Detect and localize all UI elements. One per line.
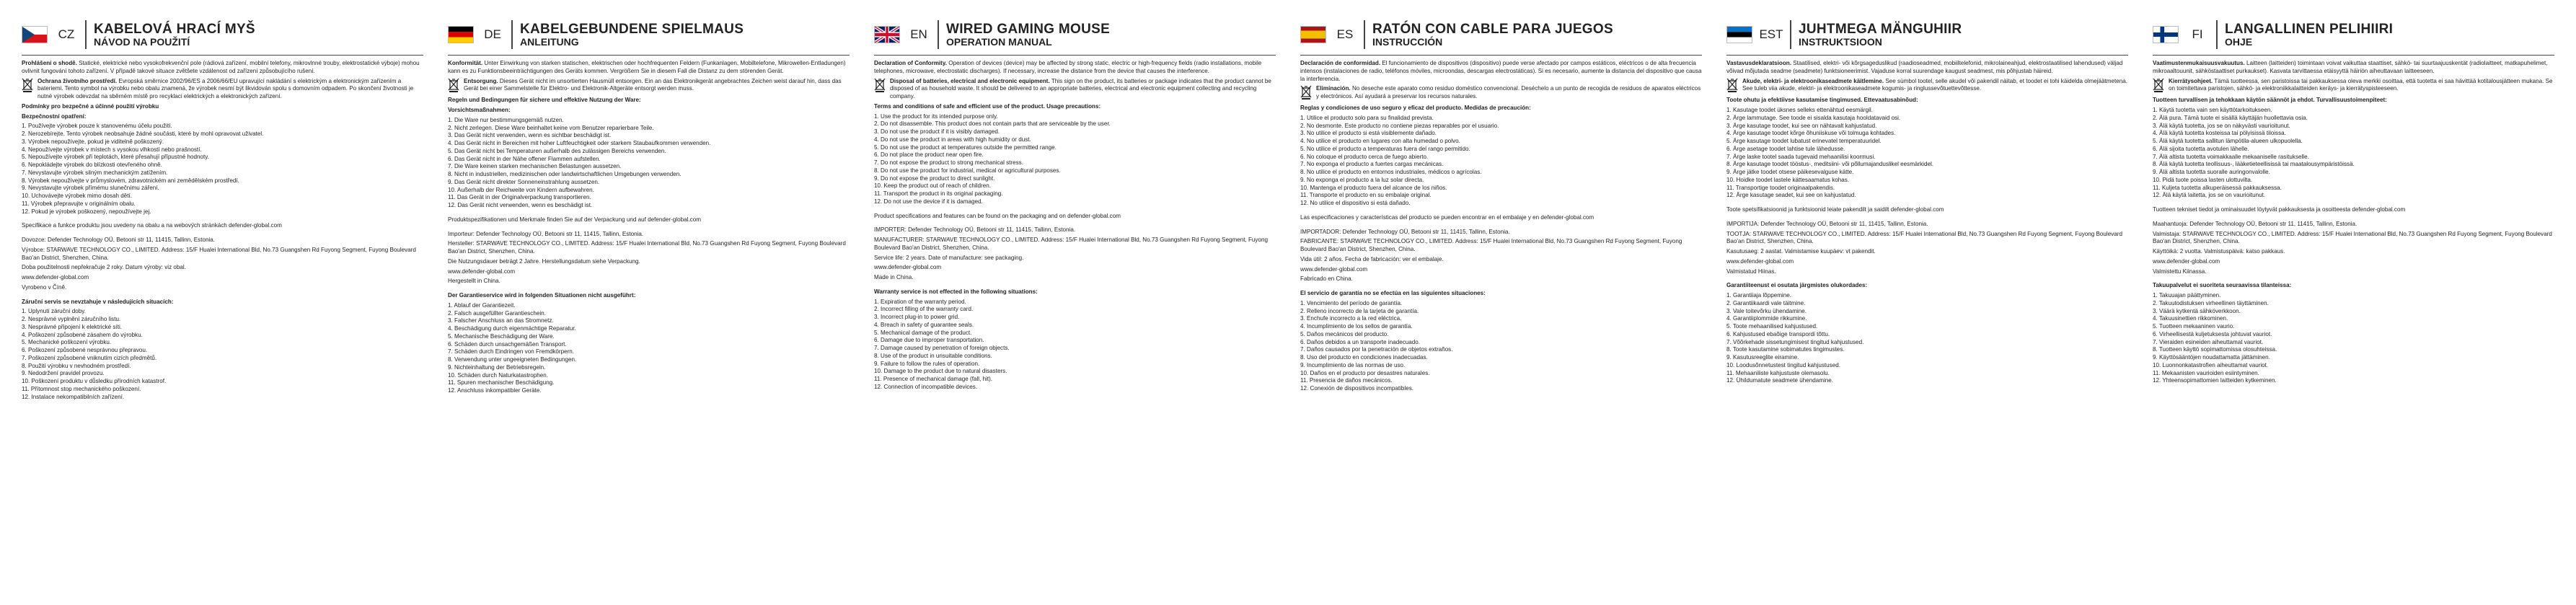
warranty-exclusion: 8. Toote kasutamine sobimatutes tingimustes. [1726,346,1845,353]
manufacturer-info: Valmistaja: STARWAVE TECHNOLOGY CO., LIMITED. Address: 15/F Hualei International Bld, No.73 Guangshen Rd Fuyong Segment, Fuyong Boulevard Bao'an District, Shenzhen, China. [2153,230,2552,245]
website: www.defender-global.com [1300,265,1368,273]
column-body [874,60,1276,394]
warranty-exclusion: 10. Daños en el producto por desastres naturales. [1300,369,1430,376]
rules-heading: Regeln und Bedingungen für sichere und effektive Nutzung der Ware: [448,97,641,104]
specs-note: Las especificaciones y características del producto se pueden encontrar en el embalaje y en defender-global.com [1300,213,1594,221]
warranty-exclusion: 2. Relleno incorrecto de la tarjeta de garantía. [1300,307,1419,314]
safety-rule: 11. Das Gerät in der Originalverpackung transportieren. [448,194,591,201]
safety-rule: 8. Älä käytä tuotetta teollisuus-, lääketieteellisissä tai maatalousympäristöissä. [2153,161,2355,168]
column-header [22,14,423,56]
safety-rule: 1. Use the product for its intended purpose only. [874,112,998,120]
safety-rule: 1. Die Ware nur bestimmungsgemäß nutzen. [448,116,564,123]
service-life: Die Nutzungsdauer beträgt 2 Jahre. Herstellungsdatum siehe Verpackung. [448,257,640,265]
disposal-heading: Disposal of batteries, electrical and electronic equipment. [890,77,1050,84]
safety-rule: 11. Výrobek přepravujte v originálním obalu. [22,200,136,207]
conformity-text: Statické, elektrické nebo vysokofrekvenční pole (rádiová zařízení, mobilní telefony, mikrovlnné trouby, elektrostatické výboje) mohou ovlivnit fungování tohoto zařízení. V případě takové situace zvětšete vzdálenost od zařízení způsobujícího rušení. [22,60,420,74]
safety-rule: 1. Käytä tuotetta vain sen käyttötarkoitukseen. [2153,107,2272,113]
warranty-exclusion: 3. Falscher Anschluss an das Stromnetz. [448,317,554,324]
safety-rule: 6. No coloque el producto cerca de fuego abierto. [1300,153,1429,160]
safety-rule: 7. Nevystavujte výrobek silným mechanickým zatížením. [22,169,168,176]
uk-flag-icon [874,26,900,43]
warranty-exclusion: 10. Loodusõnnetustest tingitud kahjustused. [1726,361,1840,368]
product-title: KABELGEBUNDENE SPIELMAUS [520,21,744,37]
column-header [2153,14,2554,56]
service-life: Vida útil: 2 años. Fecha de fabricación: ver el embalaje. [1300,255,1444,262]
safety-rule: 1. Utilice el producto solo para su finalidad prevista. [1300,114,1434,121]
importer-info: Dovozce: Defender Technology OÜ, Betooni str 11, 11415, Tallinn, Estonia. [22,237,216,243]
safety-rule: 10. Hoidke toodet lastele kättesaamatus kohas. [1726,176,1850,183]
disposal-section [448,78,850,95]
crossed-bin-icon [874,78,886,95]
safety-rule: 12. Das Gerät nicht verwenden, wenn es beschädigt ist. [448,202,593,208]
conformity-heading: Vaatimustenmukaisuusvakuutus. [2153,60,2245,66]
warranty-exclusion: 2. Takuutodistuksen virheellinen täyttäminen. [2153,299,2269,306]
safety-rule: 12. Pokud je výrobek poškozený, nepoužívejte jej. [22,208,151,215]
warranty-exclusion: 5. Toote mehaanilised kahjustused. [1726,323,1818,330]
header-divider [511,20,513,49]
language-code: EN [910,27,927,41]
disposal-text: Tämä tuotteessa, sen paristoissa tai pakkauksessa oleva merkki osoittaa, että tuotetta ei saa hävittää kotitalousjätteen mukana. Se on toimitettava paristojen, sähkö- ja elektroniikkalaitteiden keräys- ja kierrätyspisteeseen. [2169,77,2553,92]
warranty-exclusions-list [2153,292,2554,385]
warranty-exclusion: 7. Schäden durch Eindringen von Fremdkörpern. [448,348,575,356]
product-title: JUHTMEGA MÄNGUHIIR [1799,21,1962,37]
column-body [22,60,423,403]
warranty-exclusion: 2. Garantiikaardi vale täitmine. [1726,299,1806,306]
conformity-heading: Declaración de conformidad. [1300,60,1381,66]
language-code: DE [484,27,501,41]
warranty-exclusion: 6. Kahjustused ebaõige transpordi tõttu. [1726,330,1830,337]
column-body [1726,60,2128,387]
conformity-text: Unter Einwirkung von starken statischen, elektrischen oder hochfrequenten Feldern (Funkanlagen, Mobiltelefone, Mikrowellen-Entladungen) kann es zu Funktionsbeeinträchtigungen des Geräts kommen. Vergrößern Sie in diesem Fall die Distanz zu dem störenden Gerät. [448,60,846,74]
safety-rule: 3. Ärge kasutage toodet, kui see on nähtavalt kahjustatud. [1726,122,1877,129]
website: www.defender-global.com [2153,257,2220,265]
manual-subtitle: OHJE [2225,35,2253,48]
safety-rule: 1. Používejte výrobek pouze k stanovenému účelu použití. [22,123,172,130]
made-in: Fabricado en China. [1300,275,1353,283]
warranty-exclusion: 1. Garantiiaja lõppemine. [1726,292,1791,299]
rules-subheading: Bezpečnostní opatření: [22,112,87,120]
warranty-exclusion: 3. Nesprávné připojení k elektrické síti. [22,323,123,330]
warranty-exclusion: 9. Failure to follow the rules of operation. [874,360,980,367]
warranty-exclusion: 12. Instalace nekompatibilních zařízení. [22,393,125,400]
rules-heading: Terms and conditions of safe and efficient use of the product. Usage precautions: [874,102,1101,110]
header-divider [2216,20,2218,49]
warranty-exclusion: 1. Uplynutí záruční doby. [22,308,86,315]
warranty-exclusion: 7. Daños causados por la penetración de objetos extraños. [1300,346,1453,353]
manufacturer-info: FABRICANTE: STARWAVE TECHNOLOGY CO., LIMITED. Address: 15/F Hualei International Bld, No.73 Guangshen Rd Fuyong Segment, Fuyong Boulevard Bao'an District, Shenzhen, China. [1300,238,1682,252]
rules-subheading: Vorsichtsmaßnahmen: [448,107,511,113]
manual-subtitle: INSTRUKTSIOON [1799,35,1882,48]
disposal-text: See sümbol tootel, selle akudel või pakendil näitab, et toodet ei tohi käidelda olmejäätmetena. See tuleb viia akude, elektri- ja elektroonikaseadmete kogumis- ja ringlussevõtuettevõttesse. [1742,77,2128,92]
safety-rule: 7. Ärge laske tootel saada tugevaid mehaanilisi koormusi. [1726,153,1876,160]
specs-note: Produktspezifikationen und Merkmale finden Sie auf der Verpackung und auf defender-global.com [448,216,701,223]
safety-rule: 4. No utilice el producto en lugares con alta humedad o polvo. [1300,138,1460,144]
disposal-section [1726,78,2128,95]
specs-note: Product specifications and features can be found on the packaging and on defender-global.com [874,212,1121,219]
warranty-exclusions-list [448,302,850,395]
crossed-bin-icon [1726,78,1738,95]
es-flag-icon [1300,26,1326,43]
crossed-bin-icon [1300,85,1312,102]
safety-rule: 7. Do not expose the product to strong mechanical stress. [874,159,1023,166]
website: www.defender-global.com [22,274,89,281]
safety-rule: 9. Das Gerät nicht direkter Sonneneinstrahlung aussetzen. [448,178,600,185]
crossed-bin-icon [2153,78,2164,95]
safety-rule: 2. Ärge lammutage. See toode ei sisalda kasutaja hooldatavaid osi. [1726,114,1901,121]
safety-rule: 12. Älä käytä laitetta, jos se on vaurioitunut. [2153,192,2266,199]
conformity-heading: Konformität. [448,60,483,66]
safety-rule: 6. Älä sijoita tuotetta avotulen lähelle. [2153,145,2249,152]
crossed-bin-icon [22,78,33,95]
conformity-paragraph [22,60,423,76]
product-title: KABELOVÁ HRACÍ MYŠ [94,21,255,37]
header-divider [1790,20,1791,49]
safety-rule: 5. Ärge kasutage toodet lubatust erinevatel temperatuuridel. [1726,138,1882,144]
language-column-cz [22,14,423,598]
conformity-heading: Vastavusdeklaratsioon. [1726,60,1791,66]
warranty-exclusion: 7. Poškození způsobené vniknutím cizích předmětů. [22,354,157,361]
service-life: Kasutusaeg: 2 aastat. Valmistamise kuupäev: vt pakendit. [1726,248,1876,255]
made-in: Made in China. [874,274,914,281]
warranty-exclusion: 1. Vencimiento del período de garantía. [1300,299,1403,306]
warranty-exclusion: 11. Přítomnost stop mechanického poškození. [22,385,141,392]
importer-info: Maahantuoja: Defender Technology OÜ, Betooni str 11, 11415, Tallinn, Estonia. [2153,220,2357,227]
header-divider [85,20,87,49]
warranty-exclusions-list [874,299,1276,392]
safety-rule: 9. No exponga el producto a la luz solar directa. [1300,176,1424,183]
safety-rule: 8. Do not use the product for industrial, medical or agricultural purposes. [874,167,1061,174]
warranty-exclusion: 11. Spuren mechanischer Beschädigung. [448,379,555,387]
warranty-exclusion: 9. Käyttösääntöjen noudattamatta jättäminen. [2153,354,2270,361]
safety-rule: 2. No desmonte. Este producto no contiene piezas reparables por el usuario. [1300,122,1499,129]
safety-rule: 4. Ärge kasutage toodet kõrge õhuniiskuse või tolmuga kohtades. [1726,130,1896,137]
warranty-exclusion: 12. Connection of incompatible devices. [874,383,978,390]
website: www.defender-global.com [874,264,942,271]
warranty-exclusion: 2. Incorrect filling of the warranty card. [874,306,974,313]
warranty-heading: Warranty service is not effected in the following situations: [874,288,1038,295]
cz-flag-icon [22,26,48,43]
made-in: Hergestellt in China. [448,278,500,285]
warranty-exclusion: 4. Beschädigung durch eigenmächtige Reparatur. [448,325,576,332]
column-body [2153,60,2554,387]
safety-rules-list [1726,107,2128,200]
product-title: LANGALLINEN PELIHIIRI [2225,21,2394,37]
specs-note: Specifikace a funkce produktu jsou uvedeny na obalu a na webových stránkách defender-global.com [22,222,282,229]
safety-rule: 7. Die Ware keinen starken mechanischen Belastungen aussetzen. [448,163,622,170]
safety-rule: 10. Pidä tuote poissa lasten ulottuvilta. [2153,176,2253,183]
warranty-exclusion: 9. Incumplimiento de las normas de uso. [1300,361,1406,368]
warranty-exclusion: 9. Nichteinhaltung der Betriebsregeln. [448,363,546,371]
warranty-exclusion: 5. Tuotteen mekaaninen vaurio. [2153,323,2235,330]
warranty-exclusion: 10. Luonnonkatastrofien aiheuttamat vauriot. [2153,361,2269,368]
safety-rule: 11. Transportige toodet originaalpakendis. [1726,184,1835,191]
disposal-heading: Kierrätysohjeet. [2169,77,2213,84]
manual-subtitle: ANLEITUNG [520,35,579,48]
warranty-exclusion: 10. Damage to the product due to natural disasters. [874,368,1007,375]
safety-rules-list [22,123,423,216]
safety-rule: 6. Das Gerät nicht in der Nähe offener Flammen aufstellen. [448,155,601,162]
made-in: Valmistatud Hiinas. [1726,268,1776,275]
safety-rule: 6. Do not place the product near open fire. [874,151,984,159]
crossed-bin-icon [448,78,459,95]
language-column-en [874,14,1276,598]
safety-rule: 2. Nerozebírejte. Tento výrobek neobsahuje žádné součásti, které by mohl opravovat uživatel. [22,131,264,137]
warranty-exclusion: 11. Mekaanisten vaurioiden esiintyminen. [2153,369,2259,376]
disposal-section [874,78,1276,101]
warranty-exclusion: 2. Falsch ausgefüllter Garantieschein. [448,309,546,317]
safety-rule: 8. Ärge kasutage toodet tööstus-, meditsiini- või põllumajanduslikel eesmärkidel. [1726,161,1934,168]
language-column-es [1300,14,1702,598]
disposal-heading: Eliminación. [1316,85,1351,92]
warranty-exclusion: 8. Verwendung unter ungeeigneten Bedingungen. [448,356,577,363]
safety-rule: 11. Kuljeta tuotetta alkuperäisessä pakkauksessa. [2153,184,2282,191]
safety-rule: 6. Ärge asetage toodet lahtise tule lähedusse. [1726,145,1845,152]
warranty-exclusion: 12. Yhteensopimattomien laitteiden kytkeminen. [2153,377,2277,384]
rules-heading: Podmínky pro bezpečné a účinné použití výrobku [22,102,159,110]
conformity-text: Operation of devices (device) may be affected by strong static, electric or high-frequency fields (radio installations, mobile telephones, microwave, electrostatic discharges). If necessary, increase the distance from the device that causes the interference. [874,60,1262,74]
safety-rule: 9. Ärge jätke toodet otsese päikesevalguse kätte. [1726,169,1854,175]
manufacturer-info: Výrobce: STARWAVE TECHNOLOGY CO., LIMITED. Address: 15/F Hualei International Bld, No.73 Guangshen Rd Fuyong Segment, Fuyong Boulevard Bao'an District, Shenzhen, China. [22,246,416,261]
warranty-heading: Der Garantieservice wird in folgenden Situationen nicht ausgeführt: [448,292,636,299]
conformity-heading: Prohlášení o shodě. [22,60,77,66]
safety-rule: 10. Außerhalb der Reichweite von Kindern aufbewahren. [448,186,594,193]
warranty-exclusion: 8. Use of the product in unsuitable conditions. [874,352,992,359]
warranty-exclusions-list [1726,292,2128,385]
disposal-heading: Akude, elektri- ja elektroonikaseadmete käitlemine. [1742,77,1884,84]
disposal-section [22,78,423,101]
rules-heading: Tuotteen turvallisen ja tehokkaan käytön säännöt ja ehdot. Turvallisuustoimenpiteet: [2153,97,2387,104]
disposal-section [1300,85,1702,102]
disposal-text: This sign on the product, its batteries or package indicates that the product cannot be disposed of as household waste. It should be delivered to an appropriate batteries, electrical and electronic equipment collecting and recycling company. [890,77,1271,100]
warranty-exclusion: 6. Virheellisestä kuljetuksesta johtuvat vauriot. [2153,330,2272,337]
column-header [1726,14,2128,56]
safety-rule: 9. Älä altista tuotetta suoralle auringonvalolle. [2153,169,2270,175]
language-column-de [448,14,850,598]
warranty-exclusion: 3. Vale toitevõrku ühendamine. [1726,307,1807,314]
manufacturer-info: MANUFACTURER: STARWAVE TECHNOLOGY CO., LIMITED. Address: 15/F Hualei International Bld, No.73 Guangshen Rd Fuyong Segment, Fuyong Boulevard Bao'an District, Shenzhen, China. [874,237,1268,251]
service-life: Käyttöikä: 2 vuotta. Valmistuspäivä: katso pakkaus. [2153,248,2285,255]
safety-rule: 8. Výrobek nepoužívejte v průmyslovém, zdravotnickém ani zemědělském prostředí. [22,177,239,184]
safety-rule: 10. Mantenga el producto fuera del alcance de los niños. [1300,184,1447,191]
safety-rule: 2. Nicht zerlegen. Diese Ware beinhaltet keine vom Benutzer reparierbare Teile. [448,124,654,131]
safety-rule: 11. Transporte el producto en su embalaje original. [1300,192,1432,199]
warranty-exclusion: 9. Kasutusreeglite eiramine. [1726,354,1799,361]
disposal-section [2153,78,2554,95]
conformity-text: Staatilised, elektri- või kõrgsageduslikud (raadioseadmed, mobiiltelefonid, mikrolaineahjud, elektrostaatilised lahendused) väljad võivad mõjutada seadme (seadmete) funktsioneerimist. Vajaduse korral suurendage kaugust seadmest, mis põhjustab häireid. [1726,60,2123,74]
conformity-paragraph [874,60,1276,76]
warranty-exclusion: 5. Mechanische Beschädigung der Ware. [448,332,555,340]
warranty-exclusion: 12. Conexión de dispositivos incompatibles. [1300,385,1414,392]
language-code: ES [1336,27,1354,41]
safety-rule: 3. No utilice el producto si está visiblemente dañado. [1300,130,1437,137]
safety-rule: 5. Das Gerät nicht bei Temperaturen außerhalb des zulässigen Bereichs verwenden. [448,147,666,154]
warranty-exclusion: 8. Uso del producto en condiciones inadecuadas. [1300,354,1428,361]
disposal-heading: Entsorgung. [464,77,498,84]
safety-rule: 3. Älä käytä tuotetta, jos se on näkyvästi vaurioitunut. [2153,122,2290,129]
conformity-text: Laitteen (laitteiden) toimintaan voivat vaikuttaa staattiset, sähkö- tai suurtaajuuskentät (radiolaitteet, matkapuhelimet, mikroaaltouunit, sähköstaattiset purkaukset). Kasvata tarvittaessa etäisyyttä häiriön aiheuttavaan laitteeseen. [2153,60,2548,74]
warranty-exclusion: 5. Mechanické poškození výrobku. [22,339,112,346]
safety-rule: 8. No utilice el producto en entornos industriales, médicos o agrícolas. [1300,169,1482,175]
product-title: WIRED GAMING MOUSE [946,21,1111,37]
warranty-exclusion: 7. Võõrkehade sissetungimisest tingitud kahjustused. [1726,338,1864,345]
disposal-text: Evropská směrnice 2002/96/ES a 2006/66/EU upravující nakládání s elektrickým a elektronickým zařízením a bateriemi. Tento symbol na výrobku nebo obalu znamená, že výrobek nesmí být likvidován spolu s domovním odpadem. Po skončení životnosti je nutné výrobek odevzdat na sběrném místě pro recyklaci elektrických a elektronických zařízení. [38,77,414,100]
manufacturer-info: Hersteller: STARWAVE TECHNOLOGY CO., LIMITED. Address: 15/F Hualei International Bld, No.73 Guangshen Rd Fuyong Segment, Fuyong Boulevard Bao'an District, Shenzhen, China. [448,240,846,255]
warranty-heading: Garantiiteenust ei osutata järgmistes olukordades: [1726,282,1868,289]
website: www.defender-global.com [448,268,516,275]
warranty-exclusion: 2. Nesprávné vyplnění záručního listu. [22,316,121,322]
service-life: Doba použitelnosti nepřekračuje 2 roky. Datum výroby: viz obal. [22,264,186,271]
safety-rule: 10. Uchovávejte výrobek mimo dosah dětí. [22,193,132,199]
warranty-exclusion: 1. Takuuajan päättyminen. [2153,292,2221,299]
column-header [1300,14,1702,56]
safety-rule: 4. Das Gerät nicht in Bereichen mit hoher Luftfeuchtigkeit oder starkem Staubaufkommen verwenden. [448,140,711,146]
language-code: FI [2192,27,2203,41]
conformity-heading: Declaration of Conformity. [874,60,948,66]
warranty-exclusion: 5. Daños mecánicos del producto. [1300,330,1389,337]
warranty-exclusion: 11. Presence of mechanical damage (fall, hit). [874,376,993,382]
warranty-exclusion: 3. Incorrect plug-in to power grid. [874,314,960,320]
safety-rule: 5. Nepoužívejte výrobek při teplotách, které přesahují přípustné hodnoty. [22,154,209,161]
warranty-exclusion: 8. Použití výrobku v nevhodném prostředí. [22,362,131,369]
safety-rules-list [2153,107,2554,200]
warranty-exclusions-list [1300,300,1702,393]
warranty-exclusion: 3. Väärä kytkentä sähköverkkoon. [2153,307,2241,314]
importer-info: IMPORTER: Defender Technology OÜ, Betooni str 11, 11415, Tallinn, Estonia. [874,226,1076,234]
safety-rule: 4. Do not use the product in areas with high humidity or dust. [874,136,1031,143]
language-code: EST [1759,27,1783,41]
header-divider [938,20,939,49]
warranty-exclusion: 10. Schäden durch Naturkatastrophen. [448,371,549,379]
warranty-exclusion: 8. Tuotteen käyttö sopimattomissa olosuhteissa. [2153,346,2277,353]
column-header [448,14,850,56]
importer-info: IMPORTIJA: Defender Technology OÜ, Betooni str 11, 11415, Tallinn, Estonia. [1726,220,1928,227]
manual-subtitle: NÁVOD NA POUŽITÍ [94,35,190,48]
warranty-exclusion: 11. Mehaaniliste kahjustuste olemasolu. [1726,369,1830,376]
warranty-exclusion: 7. Vieraiden esineiden aiheuttamat vauriot. [2153,338,2264,345]
safety-rule: 5. No utilice el producto a temperaturas fuera del rango permitido. [1300,145,1470,152]
warranty-heading: El servicio de garantía no se efectúa en las siguientes situaciones: [1300,290,1486,296]
specs-note: Toote spetsifikatsioonid ja funktsioonid leiate pakendilt ja saidilt defender-global.com [1726,206,1944,213]
conformity-text: El funcionamiento de dispositivos (dispositivo) puede verse afectado por campos estáticos, eléctricos o de alta frecuencia intensos (instalaciones de radio, teléfonos móviles, microondas, descargas electrostáticas). Si es necesario, aumente la distancia del dispositivo que causa la interferencia. [1300,60,1702,82]
disposal-text: No deseche este aparato como residuo doméstico convencional. Deséchelo a un punto de recogida de residuos de aparatos eléctricos y electrónicos. Así ayudará a preservar los recursos naturales. [1316,85,1701,100]
fi-flag-icon [2153,26,2179,43]
warranty-exclusion: 1. Expiration of the warranty period. [874,298,966,305]
language-column-fi [2153,14,2554,598]
importer-info: Importeur: Defender Technology OÜ, Betooni str 11, 11415, Tallinn, Estonia. [448,230,644,237]
warranty-exclusion: 11. Presencia de daños mecánicos. [1300,377,1393,384]
safety-rule: 9. Do not expose the product to direct sunlight. [874,175,995,182]
safety-rule: 8. Nicht in industriellen, medizinischen oder landwirtschaftlichen Umgebungen verwenden. [448,171,682,177]
safety-rule: 12. Ärge kasutage seadet, kui see on kahjustatud. [1726,192,1856,199]
manual-subtitle: OPERATION MANUAL [946,35,1052,48]
warranty-exclusions-list [22,308,423,401]
safety-rule: 3. Das Gerät nicht verwenden, wenn es sichtbar beschädigt ist. [448,132,612,139]
header-divider [1364,20,1365,49]
warranty-exclusion: 6. Daños debidos a un transporte inadecuado. [1300,338,1421,345]
specs-note: Tuotteen tekniset tiedot ja ominaisuudet löytyvät pakkauksesta ja osoitteesta defender-global.com [2153,206,2406,213]
language-code: CZ [58,27,75,41]
safety-rule: 12. Do not use the device if it is damaged. [874,198,983,205]
safety-rules-list [1300,115,1702,208]
warranty-exclusion: 4. Poškození způsobené zásahem do výrobku. [22,331,143,338]
warranty-exclusion: 12. Ühildumatute seadmete ühendamine. [1726,377,1834,384]
column-header [874,14,1276,56]
safety-rule: 5. Älä käytä tuotetta sallitun lämpötila-alueen ulkopuolella. [2153,138,2303,144]
ee-flag-icon [1726,26,1752,43]
disposal-heading: Ochrana životního prostředí. [38,77,118,84]
warranty-exclusion: 6. Poškození způsobené nesprávnou přepravou. [22,347,148,353]
safety-rule: 2. Älä pura. Tämä tuote ei sisällä käyttäjän huollettavia osia. [2153,114,2308,121]
warranty-exclusion: 6. Damage due to improper transportation. [874,337,984,344]
safety-rule: 6. Nepokládejte výrobek do blízkosti otevřeného ohně. [22,162,162,168]
manual-subtitle: INSTRUCCIÓN [1372,35,1443,48]
warranty-exclusion: 7. Damage caused by penetration of foreign objects. [874,345,1010,351]
rules-heading: Reglas y condiciones de uso seguro y eficaz del producto. Medidas de precaución: [1300,105,1531,111]
warranty-exclusion: 10. Poškození produktu v důsledku přírodních katastrof. [22,378,167,384]
made-in: Vyrobeno v Číně. [22,283,67,291]
safety-rule: 10. Keep the product out of reach of children. [874,182,991,190]
importer-info: IMPORTADOR: Defender Technology OÜ, Betooni str 11, 11415, Tallinn, Estonia. [1300,228,1510,235]
disposal-text: Dieses Gerät nicht im unsortierten Hausmüll entsorgen. Ein an das Elektronikgerät angebrachtes Zeichen weist darauf hin, dass das Gerät bei einer Sammelstelle für Elektro- und Elektronik-Altgeräte entsorgt werden muss. [464,77,842,92]
warranty-exclusion: 6. Schäden durch unsachgemäßen Transport. [448,340,567,348]
safety-rule: 3. Do not use the product if it is visibly damaged. [874,128,1000,135]
safety-rules-list [874,113,1276,206]
safety-rule: 2. Do not disassemble. This product does not contain parts that are serviceable by the user. [874,120,1111,128]
safety-rules-list [448,117,850,210]
safety-rule: 1. Kasutage toodet üksnes selleks ettenähtud eesmärgil. [1726,107,1873,113]
safety-rule: 7. Älä altista tuotetta voimakkaalle mekaaniselle rasitukselle. [2153,153,2309,160]
column-body [1300,60,1702,395]
warranty-exclusion: 4. Breach in safety of guarantee seals. [874,321,974,328]
conformity-paragraph [1300,60,1702,83]
rules-heading: Toote ohutu ja efektiivse kasutamise tingimused. Ettevaatusabinõud: [1726,97,1918,104]
language-column-est [1726,14,2128,598]
service-life: Service life: 2 years. Date of manufacture: see packaging. [874,254,1024,261]
warranty-heading: Záruční servis se nevztahuje v následujících situacích: [22,298,174,305]
warranty-exclusion: 4. Incumplimiento de los sellos de garantía. [1300,323,1413,330]
safety-rule: 12. No utilice el dispositivo si está dañado. [1300,200,1411,206]
column-body [448,60,850,397]
made-in: Valmistettu Kiinassa. [2153,268,2207,275]
safety-rule: 11. Transport the product in its original packaging. [874,190,1003,197]
website: www.defender-global.com [1726,257,1794,265]
warranty-exclusion: 4. Garantiiplommide rikkumine. [1726,315,1807,322]
warranty-exclusion: 3. Enchufe incorrecto a la red eléctrica. [1300,315,1402,322]
safety-rule: 4. Älä käytä tuotetta kosteissa tai pölyisissä tiloissa. [2153,130,2286,137]
warranty-exclusion: 9. Nedodržení pravidel provozu. [22,370,105,377]
safety-rule: 5. Do not use the product at temperatures outside the permitted range. [874,143,1057,151]
conformity-paragraph [2153,60,2554,76]
safety-rule: 9. Nevystavujte výrobek přímému slunečnímu záření. [22,185,159,192]
de-flag-icon [448,26,474,43]
safety-rule: 7. No exponga el producto a fuertes cargas mecánicas. [1300,161,1444,168]
warranty-exclusion: 1. Ablauf der Garantiezeit. [448,301,516,309]
conformity-paragraph [1726,60,2128,76]
safety-rule: 4. Nepoužívejte výrobek v místech s vysokou vlhkostí nebo prašností. [22,146,202,153]
product-title: RATÓN CON CABLE PARA JUEGOS [1372,21,1613,37]
conformity-paragraph [448,60,850,76]
warranty-exclusion: 4. Takuusinettien rikkominen. [2153,315,2228,322]
warranty-exclusion: 5. Mechanical damage of the product. [874,329,972,336]
warranty-exclusion: 12. Anschluss inkompatibler Geräte. [448,387,542,394]
safety-rule: 3. Výrobek nepoužívejte, pokud je viditelně poškozený. [22,138,164,145]
warranty-heading: Takuupalvelut ei suoriteta seuraavissa tilanteissa: [2153,282,2292,289]
manufacturer-info: TOOTJA: STARWAVE TECHNOLOGY CO., LIMITED. Address: 15/F Hualei International Bld, No.73 Guangshen Rd Fuyong Segment, Fuyong Boulevard Bao'an District, Shenzhen, China. [1726,230,2122,245]
